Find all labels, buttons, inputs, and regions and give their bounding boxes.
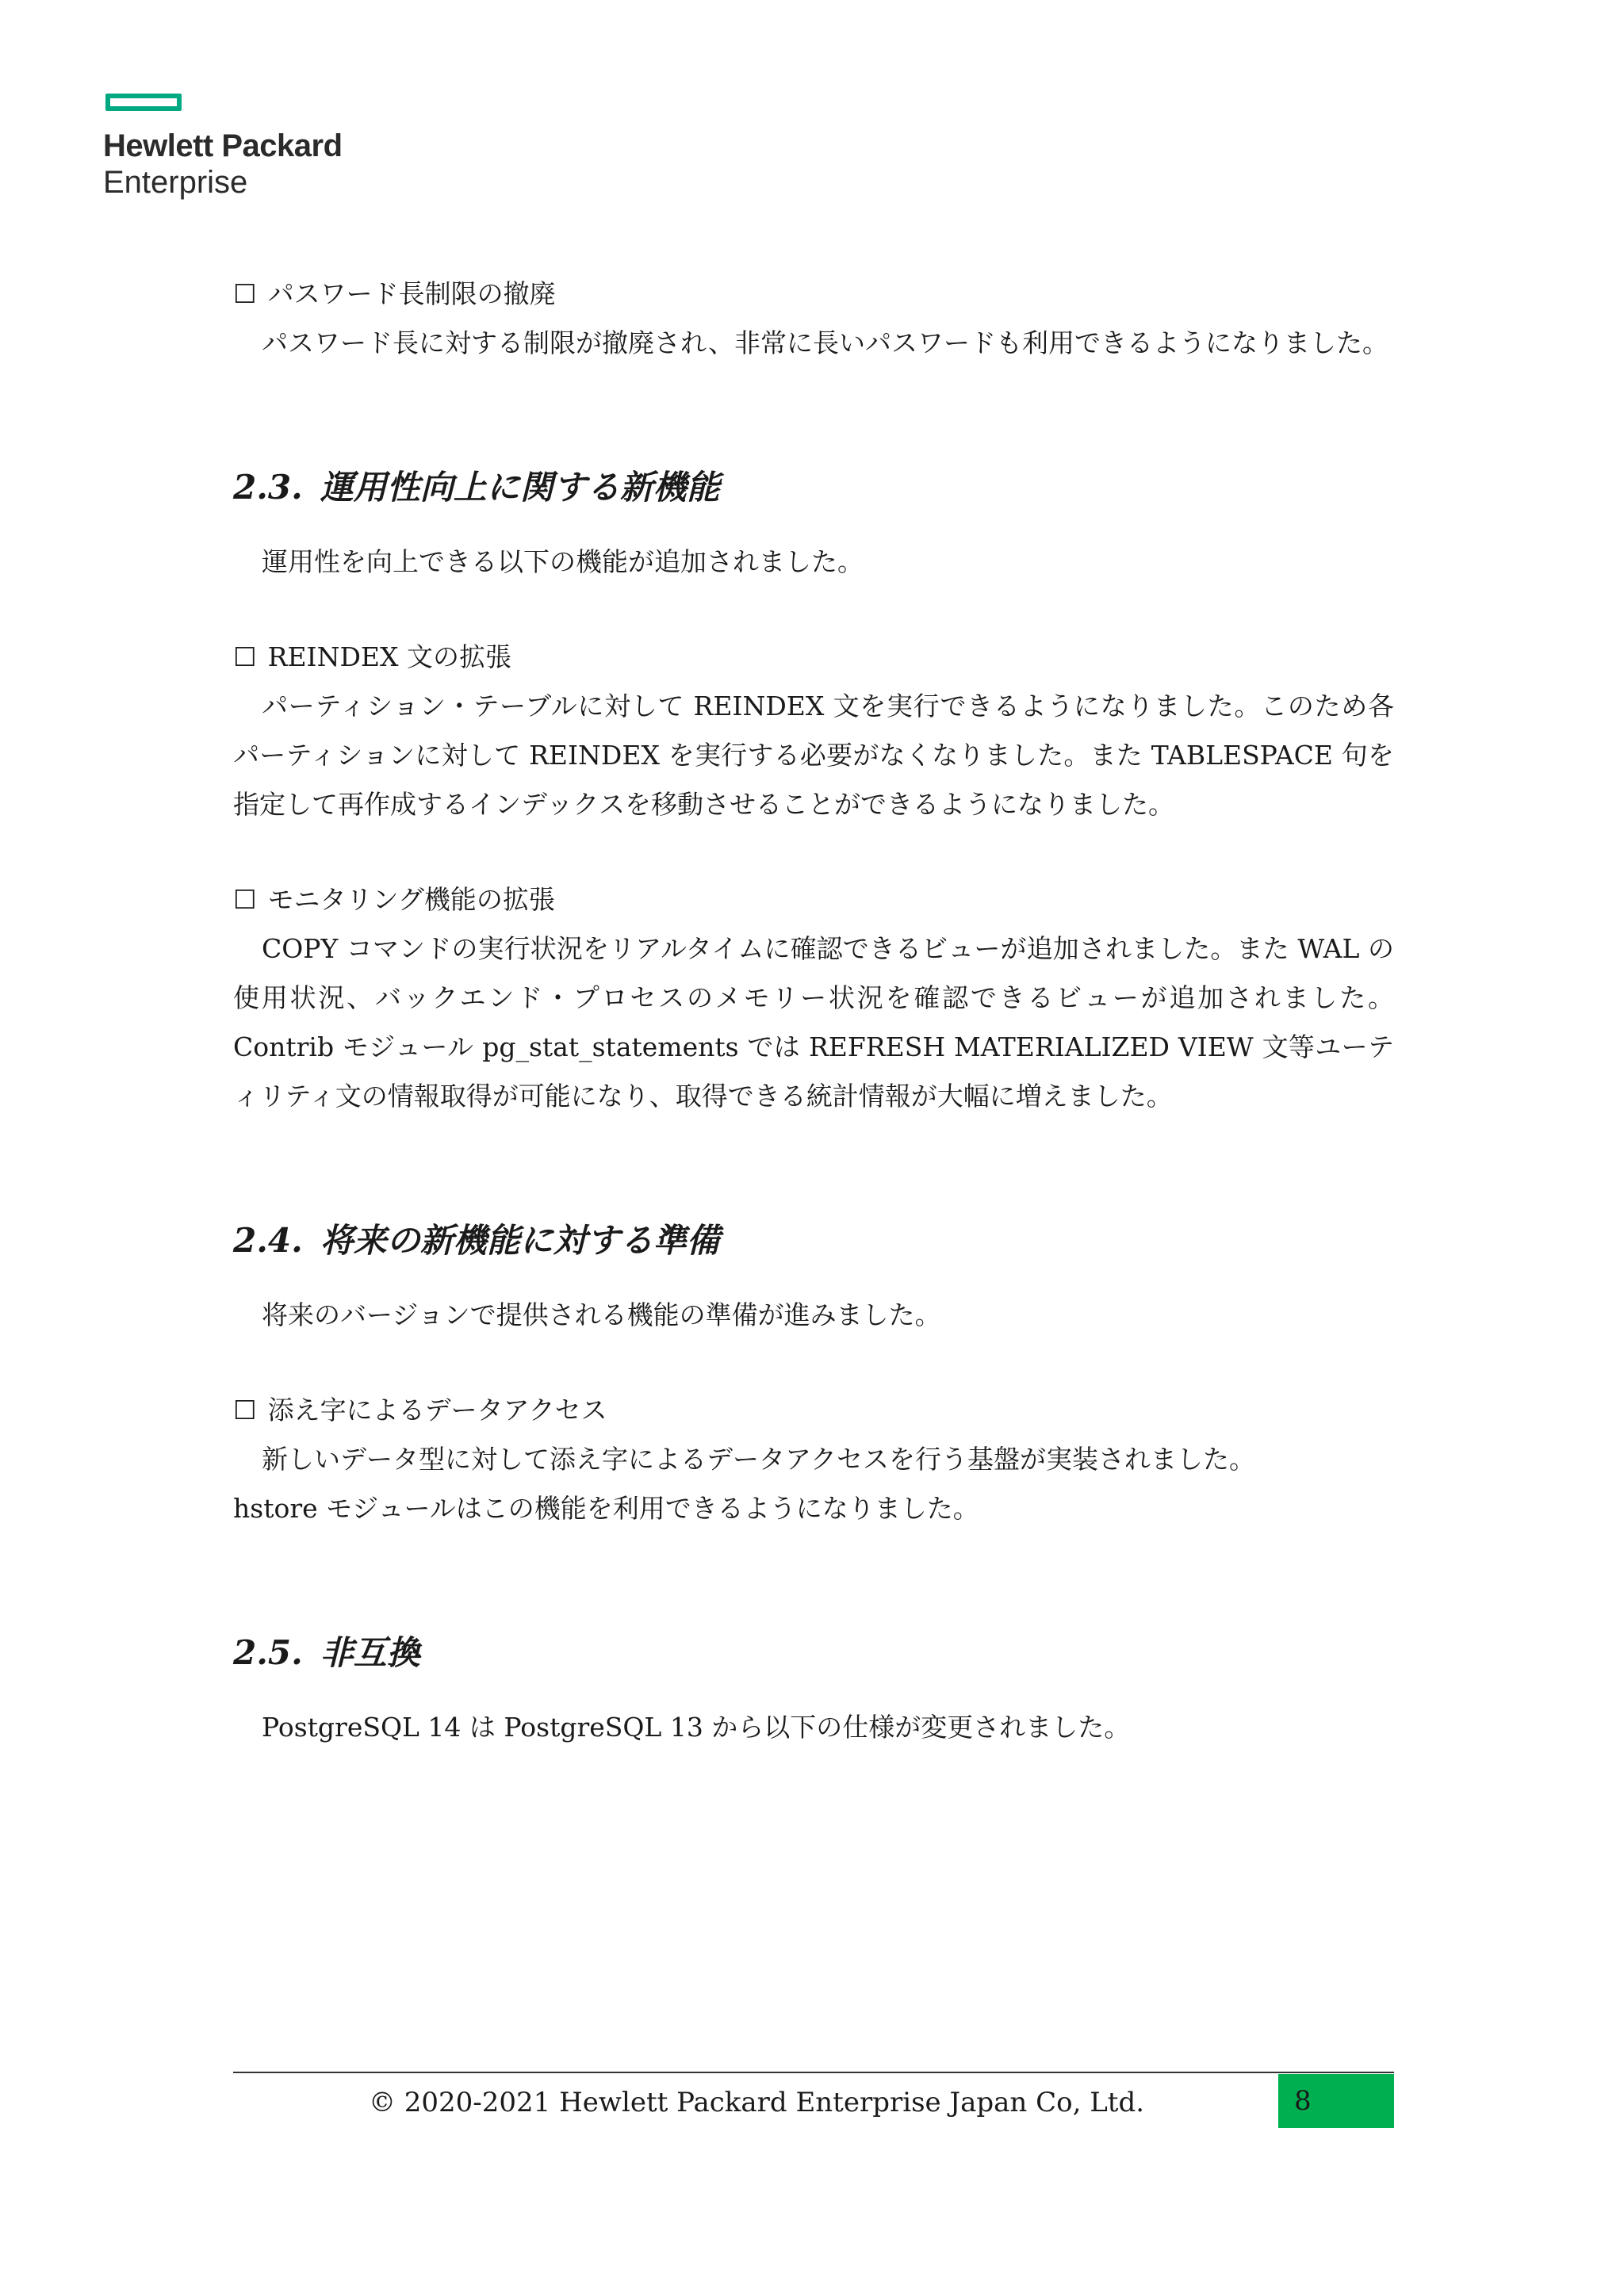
item-subscript-title <box>233 1386 1394 1435</box>
section-heading-2-4 <box>233 1216 1394 1265</box>
item-subscript-body-line1: 新しいデータ型に対して添え字によるデータアクセスを行う基盤が実装されました。 <box>262 1444 1256 1475</box>
checkbox-icon: ☐ <box>233 884 257 915</box>
section-2-5-intro: PostgreSQL 14 は PostgreSQL 13 から以下の仕様が変更されました。 <box>262 1712 1131 1743</box>
section-2-4-intro: 将来のバージョンで提供される機能の準備が進みました。 <box>262 1299 941 1330</box>
section-heading-2-3 <box>233 463 1394 512</box>
item-monitoring-title <box>233 875 1394 924</box>
page-number: 8 <box>1294 2085 1312 2117</box>
section-number: 2.4. <box>233 1221 303 1260</box>
logo-rectangle-mark <box>105 94 182 111</box>
item-title-text: モニタリング機能の拡張 <box>267 884 555 915</box>
logo-wordmark-line2: Enterprise <box>103 165 248 200</box>
checkbox-icon: ☐ <box>233 641 257 672</box>
section-title: 将来の新機能に対する準備 <box>320 1221 720 1260</box>
checkbox-icon: ☐ <box>233 1395 257 1425</box>
logo-wordmark-line1: Hewlett Packard <box>103 128 343 163</box>
section-title: 非互換 <box>320 1633 420 1672</box>
item-password-limit-body: パスワード長に対する制限が撤廃され、非常に長いパスワードも利用できるようになりました。 <box>262 327 1388 358</box>
footer-copyright: © 2020-2021 Hewlett Packard Enterprise Japan Co, Ltd. <box>368 2087 1145 2118</box>
section-title: 運用性向上に関する新機能 <box>320 468 720 507</box>
section-heading-2-5 <box>233 1628 1394 1678</box>
hpe-logo <box>103 94 343 201</box>
item-subscript-body-line2: hstore モジュールはこの機能を利用できるようになりました。 <box>233 1493 979 1524</box>
item-reindex-body: パーティション・テーブルに対して REINDEX 文を実行できるようになりました。このため各パーティションに対して REINDEX を実行する必要がなくなりました。また TABLESPACE 句を指定して再作成するインデックスを移動させることができるようになりました。 <box>233 691 1394 820</box>
page-number-box <box>1278 2074 1394 2128</box>
section-2-3-intro: 運用性を向上できる以下の機能が追加されました。 <box>262 546 864 577</box>
item-title-text: 添え字によるデータアクセス <box>267 1395 607 1425</box>
item-title-text: REINDEX 文の拡張 <box>267 641 511 672</box>
item-monitoring-body: COPY コマンドの実行状況をリアルタイムに確認できるビューが追加されました。また WAL の使用状況、バックエンド・プロセスのメモリー状況を確認できるビューが追加されました。Contrib モジュール pg_stat_statements では REFRESH MATERIALIZED VIEW 文等ユーティリティ文の情報取得が可能になり、取得できる統計情報が大幅に増えました。 <box>233 933 1394 1112</box>
item-password-limit-title <box>233 270 1394 319</box>
item-title-text: パスワード長制限の撤廃 <box>267 278 556 309</box>
section-number: 2.3. <box>233 468 303 507</box>
item-reindex-title <box>233 633 1394 682</box>
document-body <box>233 270 1394 1752</box>
footer-divider <box>233 2072 1394 2073</box>
section-number: 2.5. <box>233 1633 303 1672</box>
checkbox-icon: ☐ <box>233 278 257 309</box>
